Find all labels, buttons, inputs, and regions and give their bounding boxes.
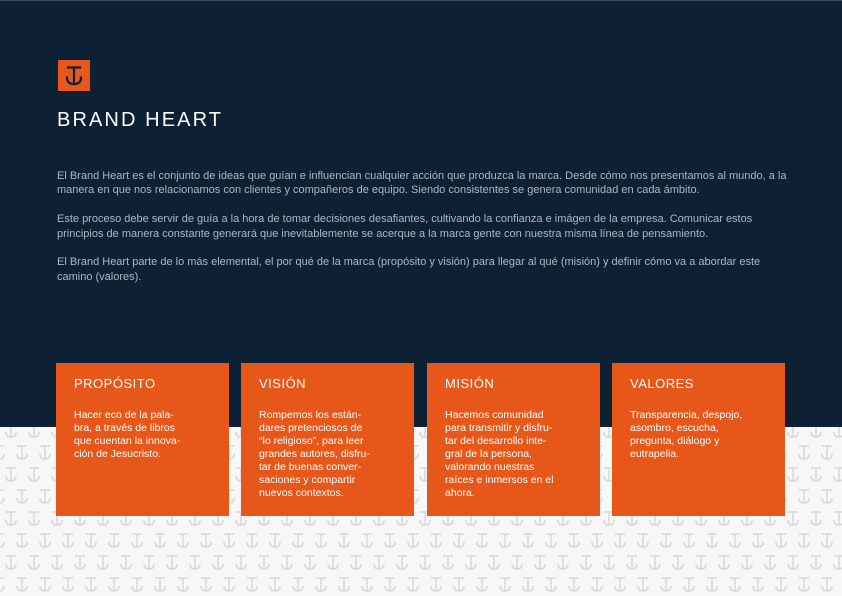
page-title: BRAND HEART xyxy=(57,109,224,131)
card-text: Hacemos comunidad para transmitir y disfru- tar del desarrollo inte- gral de la persona, valorando nuestras raíces e inmersos en el ahora. xyxy=(445,409,554,499)
card-text: Transparencia, despojo, asombro, escucha, pregunta, diálogo y eutrapelia. xyxy=(630,409,743,460)
card-text: Rompemos los están- dares pretenciosos de “lo religioso”, para leer grandes autores, disfru- tar de buenas conver- saciones y compartir nuevos contextos. xyxy=(259,409,370,499)
intro-paragraph: El Brand Heart parte de lo más elemental, el por qué de la marca (propósito y visión) para llegar al qué (misión) y definir cómo va a abordar este camino (valores). xyxy=(57,256,761,283)
card-title: VISIÓN xyxy=(259,376,307,391)
logo xyxy=(58,60,90,91)
intro-paragraph: El Brand Heart es el conjunto de ideas que guían e influencian cualquier acción que produzca la marca. Desde cómo nos presentamos al mundo, a la manera en que nos relacionamos con clientes y compañeros de equipo. Siendo consistentes se genera comunidad en cada ámbito. xyxy=(57,170,787,197)
card-title: MISIÓN xyxy=(445,376,495,391)
card-title: PROPÓSITO xyxy=(74,376,156,391)
card-proposito xyxy=(56,363,229,516)
intro-text xyxy=(57,169,787,299)
anchor-icon xyxy=(58,60,90,91)
card-text: Hacer eco de la pala- bra, a través de libros que cuentan la innova- ción de Jesucristo. xyxy=(74,409,181,460)
card-mision xyxy=(427,363,600,516)
card-vision xyxy=(241,363,414,516)
intro-paragraph: Este proceso debe servir de guía a la hora de tomar decisiones desafiantes, cultivando la confianza e imágen de la empresa. Comunicar estos principios de manera constante generará que inevitablemente se acerque a la marca gente con nuestra misma línea de pensamiento. xyxy=(57,213,753,240)
card-title: VALORES xyxy=(630,376,694,391)
card-valores xyxy=(612,363,785,516)
